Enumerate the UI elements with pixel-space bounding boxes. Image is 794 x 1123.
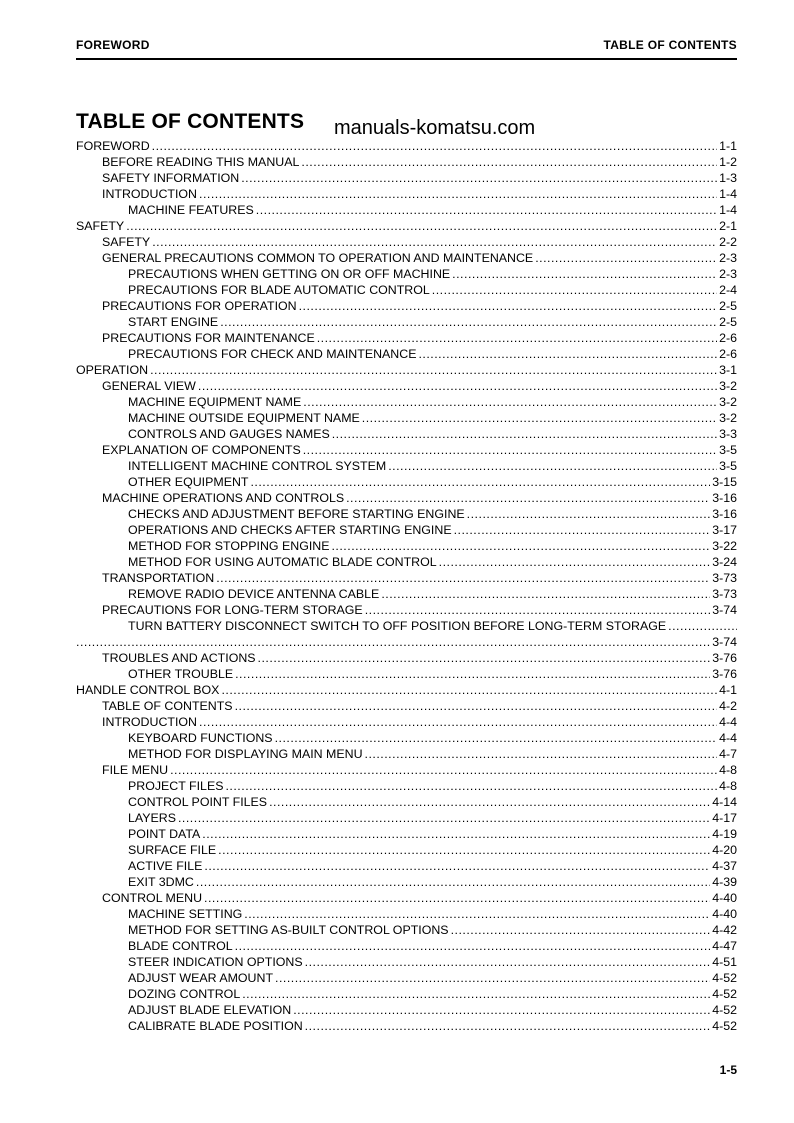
toc-entry-label: START ENGINE — [128, 315, 219, 329]
toc-leader-dots — [305, 1018, 711, 1034]
toc-entry-page: 3-17 — [712, 523, 737, 537]
toc-entry-label: METHOD FOR DISPLAYING MAIN MENU — [128, 747, 363, 761]
toc-entry-label: ADJUST BLADE ELEVATION — [128, 1003, 292, 1017]
toc-leader-dots — [346, 490, 710, 506]
toc-entry[interactable] — [76, 442, 737, 458]
toc-entry[interactable] — [76, 346, 737, 362]
toc-entry-label: ADJUST WEAR AMOUNT — [128, 971, 274, 985]
toc-leader-dots — [331, 538, 710, 554]
toc-entry-page: 3-1 — [719, 363, 737, 377]
toc-entry[interactable] — [76, 522, 737, 538]
toc-leader-dots — [303, 394, 717, 410]
toc-entry[interactable] — [76, 986, 737, 1002]
toc-entry[interactable] — [76, 538, 737, 554]
toc-entry-label: CHECKS AND ADJUSTMENT BEFORE STARTING ENGINE — [128, 507, 465, 521]
toc-entry-label: PRECAUTIONS FOR CHECK AND MAINTENANCE — [128, 347, 417, 361]
toc-leader-dots — [317, 330, 717, 346]
toc-entry-label: BLADE CONTROL — [128, 939, 233, 953]
toc-entry-page: 3-2 — [719, 379, 737, 393]
toc-entry-page: 4-2 — [719, 699, 737, 713]
toc-entry-label: PRECAUTIONS FOR MAINTENANCE — [102, 331, 315, 345]
toc-entry-label: TRANSPORTATION — [102, 571, 215, 585]
toc-entry-page: 4-14 — [712, 795, 737, 809]
toc-entry-label: POINT DATA — [128, 827, 201, 841]
toc-entry-page: 3-73 — [712, 571, 737, 585]
toc-leader-dots — [235, 698, 718, 714]
toc-entry-label: BEFORE READING THIS MANUAL — [102, 155, 300, 169]
toc-entry-label: PRECAUTIONS FOR OPERATION — [102, 299, 297, 313]
toc-entry[interactable] — [76, 506, 737, 522]
toc-leader-dots — [220, 314, 717, 330]
toc-entry-page: 3-74 — [712, 603, 737, 617]
toc-leader-dots — [668, 618, 737, 634]
toc-entry-label: SAFETY — [76, 219, 125, 233]
toc-leader-dots — [216, 570, 710, 586]
toc-entry[interactable] — [76, 602, 737, 618]
toc-leader-dots — [218, 842, 710, 858]
toc-entry[interactable] — [76, 762, 737, 778]
toc-leader-dots — [432, 282, 717, 298]
toc-entry[interactable] — [76, 1002, 737, 1018]
toc-entry[interactable] — [76, 138, 737, 154]
toc-leader-dots — [242, 986, 710, 1002]
toc-entry-page: 2-3 — [719, 267, 737, 281]
toc-entry-page: 3-2 — [719, 395, 737, 409]
toc-leader-dots — [381, 586, 710, 602]
toc-entry-label: GENERAL PRECAUTIONS COMMON TO OPERATION AND MAINTENANCE — [102, 251, 534, 265]
toc-entry-page: 4-19 — [712, 827, 737, 841]
toc-entry-label: OTHER TROUBLE — [128, 667, 234, 681]
toc-entry-label: PRECAUTIONS WHEN GETTING ON OR OFF MACHINE — [128, 267, 451, 281]
toc-entry-page: 2-1 — [719, 219, 737, 233]
toc-entry-page: 4-4 — [719, 715, 737, 729]
toc-entry-page: 3-16 — [712, 491, 737, 505]
toc-entry[interactable] — [76, 730, 737, 746]
toc-entry-label: MACHINE FEATURES — [128, 203, 254, 217]
toc-entry[interactable] — [76, 298, 737, 314]
toc-entry[interactable] — [76, 618, 737, 650]
toc-leader-dots — [332, 426, 717, 442]
toc-entry-label: EXIT 3DMC — [128, 875, 194, 889]
toc-entry-page: 1-3 — [719, 171, 737, 185]
toc-entry-page: 3-24 — [712, 555, 737, 569]
toc-entry-label: CONTROL POINT FILES — [128, 795, 268, 809]
toc-entry[interactable] — [76, 410, 737, 426]
toc-leader-dots — [152, 234, 717, 250]
toc-entry-page: 4-47 — [712, 939, 737, 953]
page-title: TABLE OF CONTENTS — [76, 110, 305, 133]
toc-entry-label: LAYERS — [128, 811, 176, 825]
toc-entry[interactable] — [76, 570, 737, 586]
toc-entry-page: 4-40 — [712, 891, 737, 905]
toc-entry-page: 3-76 — [712, 667, 737, 681]
toc-entry-label: OPERATION — [76, 363, 149, 377]
toc-entry[interactable] — [76, 426, 737, 442]
toc-entry[interactable] — [76, 842, 737, 858]
toc-entry[interactable] — [76, 666, 737, 682]
toc-entry-page: 1-4 — [719, 203, 737, 217]
toc-entry-label: SAFETY INFORMATION — [102, 171, 240, 185]
toc-entry-label: EXPLANATION OF COMPONENTS — [102, 443, 301, 457]
toc-leader-dots — [439, 554, 711, 570]
toc-leader-dots — [178, 810, 710, 826]
toc-entry-label: HANDLE CONTROL BOX — [76, 683, 220, 697]
toc-entry-page: 3-5 — [719, 443, 737, 457]
toc-leader-dots — [299, 298, 717, 314]
toc-leader-dots — [225, 778, 717, 794]
toc-leader-dots — [454, 522, 711, 538]
toc-entry-page: 3-5 — [719, 459, 737, 473]
toc-entry-label: TURN BATTERY DISCONNECT SWITCH TO OFF POSITION BEFORE LONG-TERM STORAGE — [128, 619, 667, 633]
toc-leader-dots — [418, 346, 717, 362]
toc-leader-dots — [275, 730, 718, 746]
toc-entry-label: REMOVE RADIO DEVICE ANTENNA CABLE — [128, 587, 380, 601]
toc-entry[interactable] — [76, 234, 737, 250]
toc-entry-label: INTRODUCTION — [102, 715, 197, 729]
toc-leader-dots — [452, 266, 717, 282]
toc-entry-label: INTRODUCTION — [102, 187, 197, 201]
toc-entry-page: 4-4 — [719, 731, 737, 745]
toc-entry-page: 4-7 — [719, 747, 737, 761]
toc-entry-page: 4-8 — [719, 763, 737, 777]
toc-entry-label: MACHINE OPERATIONS AND CONTROLS — [102, 491, 345, 505]
toc-entry-page: 3-2 — [719, 411, 737, 425]
toc-leader-dots — [451, 922, 711, 938]
toc-entry-page: 2-5 — [719, 299, 737, 313]
toc-leader-dots — [204, 858, 710, 874]
toc-entry-label: METHOD FOR STOPPING ENGINE — [128, 539, 330, 553]
toc-entry[interactable] — [76, 970, 737, 986]
toc-leader-dots — [221, 682, 717, 698]
toc-leader-dots — [202, 826, 710, 842]
toc-leader-dots — [303, 442, 717, 458]
toc-entry-label: SAFETY — [102, 235, 151, 249]
toc-leader-dots — [258, 650, 711, 666]
toc-leader-dots — [269, 794, 710, 810]
header-document-title: TABLE OF CONTENTS — [603, 38, 737, 52]
toc-entry-label: TROUBLES AND ACTIONS — [102, 651, 256, 665]
toc-entry-page: 4-52 — [712, 987, 737, 1001]
toc-leader-dots — [275, 970, 710, 986]
toc-entry-label: MACHINE OUTSIDE EQUIPMENT NAME — [128, 411, 360, 425]
toc-entry[interactable] — [76, 698, 737, 714]
toc-entry-page: 4-52 — [712, 971, 737, 985]
toc-entry[interactable] — [76, 586, 737, 602]
toc-entry-page: 4-39 — [712, 875, 737, 889]
toc-entry[interactable] — [76, 394, 737, 410]
toc-entry-page: 3-15 — [712, 475, 737, 489]
toc-entry[interactable] — [76, 266, 737, 282]
toc-entry-page: 3-3 — [719, 427, 737, 441]
toc-leader-dots — [150, 362, 717, 378]
toc-entry-label: SURFACE FILE — [128, 843, 217, 857]
toc-entry-label: MACHINE SETTING — [128, 907, 243, 921]
toc-entry-page: 3-74 — [712, 635, 737, 649]
toc-entry[interactable] — [76, 922, 737, 938]
toc-leader-dots — [196, 874, 710, 890]
toc-entry-page: 2-6 — [719, 331, 737, 345]
toc-entry-label: CALIBRATE BLADE POSITION — [128, 1019, 303, 1033]
toc-entry[interactable] — [76, 186, 737, 202]
toc-entry[interactable] — [76, 202, 737, 218]
toc-leader-dots — [293, 1002, 710, 1018]
toc-entry-label: OPERATIONS AND CHECKS AFTER STARTING ENGINE — [128, 523, 452, 537]
toc-entry[interactable] — [76, 218, 737, 234]
toc-entry-page: 3-16 — [712, 507, 737, 521]
toc-entry[interactable] — [76, 714, 737, 730]
toc-leader-dots — [256, 202, 717, 218]
toc-entry[interactable] — [76, 906, 737, 922]
toc-entry-page: 2-6 — [719, 347, 737, 361]
toc-entry-page: 4-20 — [712, 843, 737, 857]
toc-entry-page: 4-40 — [712, 907, 737, 921]
toc-leader-dots — [388, 458, 717, 474]
toc-entry[interactable] — [76, 490, 737, 506]
toc-entry-label: MACHINE EQUIPMENT NAME — [128, 395, 302, 409]
toc-entry-label: OTHER EQUIPMENT — [128, 475, 249, 489]
toc-entry-page: 3-76 — [712, 651, 737, 665]
toc-leader-dots — [250, 474, 710, 490]
toc-leader-dots — [235, 938, 711, 954]
toc-entry-label: METHOD FOR SETTING AS-BUILT CONTROL OPTIONS — [128, 923, 449, 937]
toc-entry-page: 2-4 — [719, 283, 737, 297]
toc-entry[interactable] — [76, 650, 737, 666]
toc-entry-page: 1-1 — [719, 139, 737, 153]
toc-entry[interactable] — [76, 170, 737, 186]
toc-entry-page: 4-52 — [712, 1019, 737, 1033]
toc-entry[interactable] — [76, 874, 737, 890]
toc-entry-label: PROJECT FILES — [128, 779, 224, 793]
toc-leader-dots — [241, 170, 717, 186]
toc-leader-dots — [199, 186, 717, 202]
toc-entry-page: 2-5 — [719, 315, 737, 329]
toc-leader-dots — [362, 410, 717, 426]
page-header — [76, 38, 737, 60]
toc-leader-dots — [365, 746, 718, 762]
toc-entry-page: 4-1 — [719, 683, 737, 697]
toc-entry-page: 2-3 — [719, 251, 737, 265]
toc-entry[interactable] — [76, 794, 737, 810]
toc-entry[interactable] — [76, 938, 737, 954]
header-section-title: FOREWORD — [76, 38, 150, 52]
toc-entry-page: 2-2 — [719, 235, 737, 249]
toc-entry[interactable] — [76, 954, 737, 970]
toc-leader-dots — [467, 506, 711, 522]
toc-entry-label: CONTROLS AND GAUGES NAMES — [128, 427, 330, 441]
table-of-contents — [76, 138, 737, 1034]
toc-entry-page: 3-73 — [712, 587, 737, 601]
toc-entry[interactable] — [76, 474, 737, 490]
toc-entry-page: 3-22 — [712, 539, 737, 553]
toc-entry[interactable] — [76, 458, 737, 474]
toc-entry-label: CONTROL MENU — [102, 891, 203, 905]
toc-entry[interactable] — [76, 378, 737, 394]
page-number: 1-5 — [719, 1063, 737, 1077]
toc-entry[interactable] — [76, 682, 737, 698]
toc-leader-dots — [198, 378, 717, 394]
toc-entry-label: TABLE OF CONTENTS — [102, 699, 233, 713]
toc-entry-label: FOREWORD — [76, 139, 150, 153]
toc-entry[interactable] — [76, 810, 737, 826]
toc-leader-dots — [301, 154, 717, 170]
toc-entry-label: METHOD FOR USING AUTOMATIC BLADE CONTROL — [128, 555, 437, 569]
toc-entry-label: STEER INDICATION OPTIONS — [128, 955, 303, 969]
toc-entry[interactable] — [76, 314, 737, 330]
toc-entry-page: 4-51 — [712, 955, 737, 969]
toc-leader-dots — [199, 714, 717, 730]
toc-entry[interactable] — [76, 890, 737, 906]
toc-entry-label: PRECAUTIONS FOR BLADE AUTOMATIC CONTROL — [128, 283, 430, 297]
toc-entry-label: ACTIVE FILE — [128, 859, 203, 873]
toc-entry-page: 4-52 — [712, 1003, 737, 1017]
toc-leader-dots — [170, 762, 717, 778]
watermark: manuals-komatsu.com — [334, 117, 536, 139]
toc-entry[interactable] — [76, 858, 737, 874]
toc-entry[interactable] — [76, 1018, 737, 1034]
toc-entry-label: FILE MENU — [102, 763, 169, 777]
toc-leader-dots — [204, 890, 710, 906]
toc-leader-dots — [305, 954, 711, 970]
toc-entry[interactable] — [76, 250, 737, 266]
toc-entry-page: 4-17 — [712, 811, 737, 825]
toc-entry-label: KEYBOARD FUNCTIONS — [128, 731, 273, 745]
toc-entry[interactable] — [76, 746, 737, 762]
toc-entry-page: 1-4 — [719, 187, 737, 201]
toc-entry-label: INTELLIGENT MACHINE CONTROL SYSTEM — [128, 459, 387, 473]
toc-entry[interactable] — [76, 154, 737, 170]
toc-leader-dots — [244, 906, 710, 922]
toc-entry-page: 4-42 — [712, 923, 737, 937]
toc-leader-dots — [76, 634, 710, 650]
toc-leader-dots — [535, 250, 717, 266]
toc-entry-label: GENERAL VIEW — [102, 379, 196, 393]
toc-entry[interactable] — [76, 282, 737, 298]
toc-entry[interactable] — [76, 330, 737, 346]
toc-leader-dots — [152, 138, 717, 154]
toc-entry[interactable] — [76, 362, 737, 378]
toc-entry-page: 4-37 — [712, 859, 737, 873]
toc-entry[interactable] — [76, 778, 737, 794]
toc-leader-dots — [126, 218, 717, 234]
toc-entry-page: 1-2 — [719, 155, 737, 169]
toc-entry-page: 4-8 — [719, 779, 737, 793]
toc-entry-label: DOZING CONTROL — [128, 987, 241, 1001]
toc-leader-dots — [365, 602, 711, 618]
toc-leader-dots — [235, 666, 710, 682]
toc-entry[interactable] — [76, 554, 737, 570]
toc-entry-label: PRECAUTIONS FOR LONG-TERM STORAGE — [102, 603, 363, 617]
toc-entry[interactable] — [76, 826, 737, 842]
